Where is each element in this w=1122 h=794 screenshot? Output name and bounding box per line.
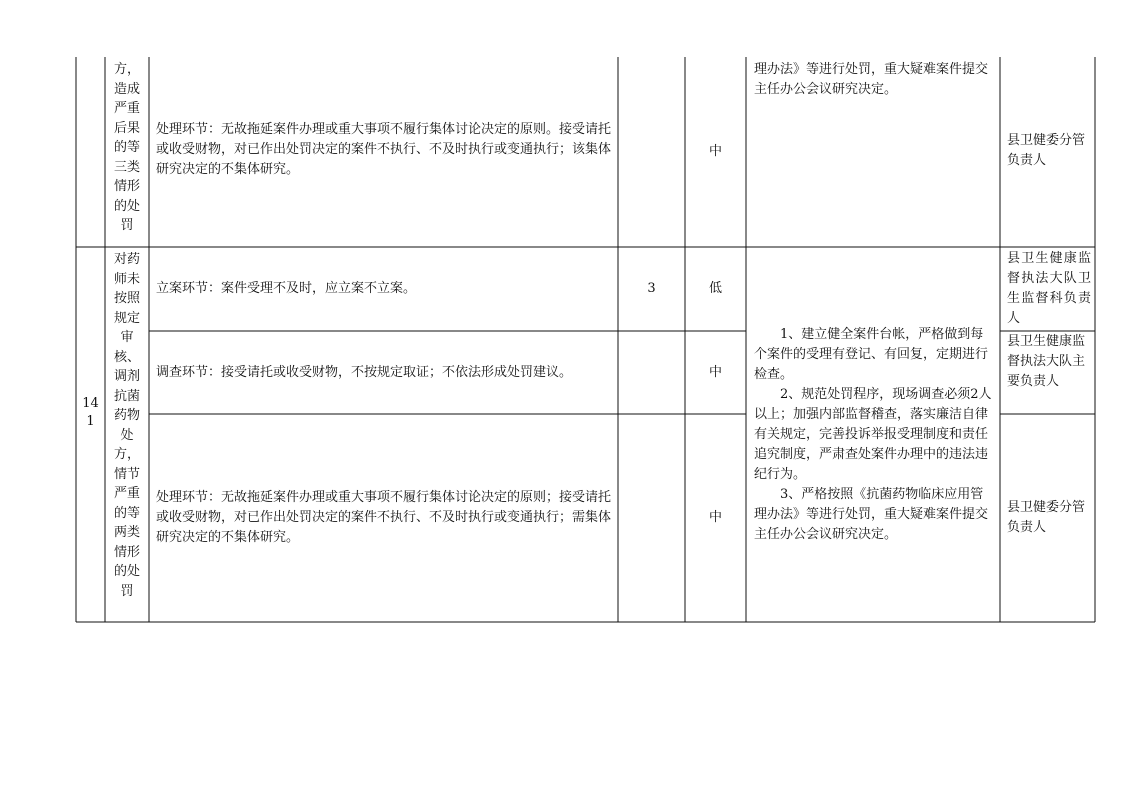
stage-handling-label: 处理环节：无故拖延案件办理或重大事项不履行集体讨论决定的原则。接受请托或收受财物，对已作出处罚决定的案件不执行、不及时执行或变通执行；该集体研究决定的不集体研究。: [156, 122, 612, 177]
stage-handling-text: [156, 100, 612, 200]
measures-list: [754, 325, 994, 545]
measures-fragment: 理办法》等进行处罚，重大疑难案件提交主任办公会议研究决定。: [754, 62, 989, 97]
responsible-filing: 县卫生健康监督执法大队卫生监督科负责人: [1007, 251, 1091, 326]
prevention-measures: [754, 248, 994, 621]
risk-level: 中: [708, 144, 722, 159]
risk-level-handling: 中: [708, 510, 722, 525]
item-name: 对药师未按照规定审核、调剂抗菌药物处方，情节严重的等两类情形的处罚: [113, 252, 140, 599]
stage-filing-text: 立案环节：案件受理不及时，应立案不立案。: [156, 281, 417, 296]
measure-item: 2、规范处罚程序，现场调查必须2人以上；加强内部监督稽查，落实廉洁自律有关规定，完善投诉举报受理制度和责任追究制度，严肃查处案件办理中的违法违纪行为。: [754, 386, 992, 482]
stage-investigation-text: 调查环节：接受请托或收受财物，不按规定取证；不依法形成处罚建议。: [156, 365, 573, 380]
measure-item: 3、严格按照《抗菌药物临床应用管理办法》等进行处罚，重大疑难案件提交主任办公会议研究决定。: [754, 486, 989, 542]
stage-handling-text-141: 处理环节：无故拖延案件办理或重大事项不履行集体讨论决定的原则；接受请托或收受财物，对已作出处罚决定的案件不执行、不及时执行或变通执行；需集体研究决定的不集体研究。: [156, 490, 612, 545]
risk-level-filing: 低: [708, 281, 722, 296]
responsible-person: 县卫健委分管负责人: [1007, 133, 1086, 168]
risk-level-investigation: 中: [708, 365, 722, 380]
measure-item: 1、建立健全案件台帐，严格做到每个案件的受理有登记、有回复，定期进行检查。: [754, 326, 989, 382]
responsible-investigation: 县卫生健康监督执法大队主要负责人: [1007, 334, 1086, 389]
risk-score: 3: [647, 281, 656, 296]
responsible-handling: 县卫健委分管负责人: [1007, 500, 1086, 535]
item-name-fragment: 方，造成严重后果的等三类情形的处罚: [113, 62, 140, 233]
row-number: 141: [82, 396, 99, 429]
